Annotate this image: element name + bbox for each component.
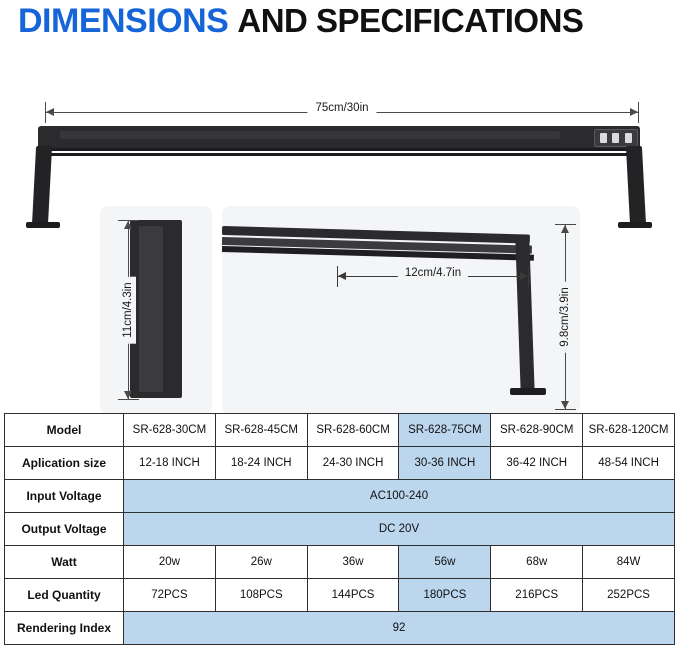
table-cell: 30-36 INCH bbox=[399, 447, 491, 480]
table-cell: 252PCS bbox=[583, 579, 675, 612]
arrow-up-icon bbox=[124, 221, 132, 229]
table-cell: SR-628-75CM bbox=[399, 414, 491, 447]
panel-button-icon bbox=[625, 133, 632, 143]
page-title-rest: AND SPECIFICATIONS bbox=[237, 2, 584, 39]
leg-height-dimension bbox=[116, 220, 140, 400]
row-header: Model bbox=[5, 414, 124, 447]
overall-width-dimension bbox=[45, 100, 639, 124]
table-cell: 144PCS bbox=[307, 579, 399, 612]
specifications-table-wrap bbox=[4, 413, 675, 645]
row-header: Rendering Index bbox=[5, 612, 124, 645]
table-cell: SR-628-30CM bbox=[124, 414, 216, 447]
specifications-table bbox=[4, 413, 675, 645]
table-cell: 180PCS bbox=[399, 579, 491, 612]
lamp-foot bbox=[510, 388, 546, 395]
table-cell: 18-24 INCH bbox=[215, 447, 307, 480]
table-cell: 12-18 INCH bbox=[124, 447, 216, 480]
table-row bbox=[5, 480, 675, 513]
lamp-side-view bbox=[222, 218, 562, 418]
side-height-label: 9.8cm/3.9in bbox=[557, 281, 573, 352]
panel-button-icon bbox=[612, 133, 619, 143]
panel-button-icon bbox=[600, 133, 607, 143]
table-row bbox=[5, 612, 675, 645]
row-header: Watt bbox=[5, 546, 124, 579]
lamp-underside bbox=[48, 153, 630, 156]
table-cell: DC 20V bbox=[124, 513, 675, 546]
arrow-left-icon bbox=[338, 272, 346, 280]
table-cell: 92 bbox=[124, 612, 675, 645]
table-cell: 36-42 INCH bbox=[491, 447, 583, 480]
table-cell: 68w bbox=[491, 546, 583, 579]
table-cell: 20w bbox=[124, 546, 216, 579]
table-cell: SR-628-45CM bbox=[215, 414, 307, 447]
table-cell: 48-54 INCH bbox=[583, 447, 675, 480]
page-title bbox=[0, 0, 679, 38]
table-cell: SR-628-90CM bbox=[491, 414, 583, 447]
lamp-foot-left bbox=[26, 222, 60, 228]
table-cell: 24-30 INCH bbox=[307, 447, 399, 480]
side-height-dimension bbox=[553, 224, 577, 410]
table-cell: 216PCS bbox=[491, 579, 583, 612]
arrow-right-icon bbox=[630, 108, 638, 116]
lamp-foot-right bbox=[618, 222, 652, 228]
table-cell: SR-628-60CM bbox=[307, 414, 399, 447]
table-cell: 108PCS bbox=[215, 579, 307, 612]
control-panel-icon bbox=[594, 129, 638, 147]
table-cell: 36w bbox=[307, 546, 399, 579]
table-cell: SR-628-120CM bbox=[583, 414, 675, 447]
table-row bbox=[5, 414, 675, 447]
leg-height-label: 11cm/4.3in bbox=[120, 276, 136, 343]
table-row bbox=[5, 546, 675, 579]
row-header: Input Voltage bbox=[5, 480, 124, 513]
table-cell: 84W bbox=[583, 546, 675, 579]
arrow-left-icon bbox=[46, 108, 54, 116]
lamp-leg-left bbox=[32, 146, 52, 226]
table-cell: AC100-240 bbox=[124, 480, 675, 513]
page-title-highlight: DIMENSIONS bbox=[18, 2, 229, 40]
table-cell: 56w bbox=[399, 546, 491, 579]
table-row bbox=[5, 579, 675, 612]
lamp-housing bbox=[38, 126, 640, 151]
depth-label: 12cm/4.7in bbox=[398, 267, 468, 279]
arrow-down-icon bbox=[124, 391, 132, 399]
row-header: Aplication size bbox=[5, 447, 124, 480]
arrow-right-icon bbox=[520, 272, 528, 280]
table-cell: 72PCS bbox=[124, 579, 216, 612]
lamp-leg-right bbox=[626, 146, 646, 226]
product-dimension-illustration bbox=[0, 38, 679, 383]
arrow-up-icon bbox=[561, 225, 569, 233]
table-cell: 26w bbox=[215, 546, 307, 579]
arrow-down-icon bbox=[561, 401, 569, 409]
depth-dimension bbox=[337, 266, 529, 286]
table-row bbox=[5, 513, 675, 546]
row-header: Led Quantity bbox=[5, 579, 124, 612]
overall-width-label: 75cm/30in bbox=[307, 102, 376, 114]
row-header: Output Voltage bbox=[5, 513, 124, 546]
table-row bbox=[5, 447, 675, 480]
lamp-post bbox=[515, 238, 534, 393]
